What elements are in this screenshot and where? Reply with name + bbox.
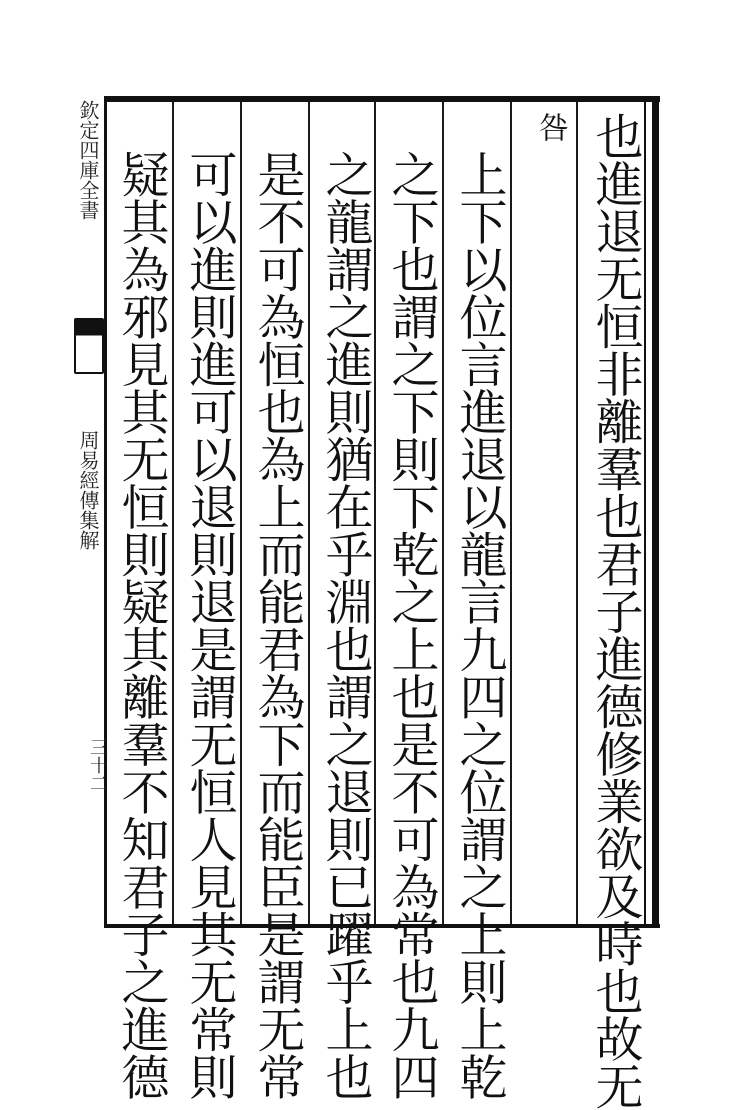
column-rule — [576, 102, 578, 924]
page-number: 三十二 — [87, 738, 108, 792]
column-rule — [240, 102, 242, 924]
column-rule — [308, 102, 310, 924]
column-rule — [172, 102, 174, 924]
text-column-6: 是不可為恒也為上而能君為下而能臣是謂无常 — [249, 150, 305, 1100]
frame-right-border — [652, 96, 659, 928]
text-column-3: 上下以位言進退以龍言九四之位謂之上則上乾 — [451, 150, 507, 1100]
frame-left-border — [104, 96, 107, 928]
text-column-4: 之下也謂之下則下乾之上也是不可為常也九四 — [383, 150, 439, 1100]
text-column-2: 咎 — [533, 112, 568, 142]
margin-book-title: 欽定四庫全書 — [76, 100, 100, 220]
column-rule — [510, 102, 512, 924]
text-column-8: 疑其為邪見其无恒則疑其離羣不知君子之進德 — [113, 150, 169, 1100]
column-rule — [442, 102, 444, 924]
text-column-1: 也進退无恒非離羣也君子進德修業欲及時也故无 — [587, 112, 643, 1110]
margin-section-title: 周易經傳集解 — [76, 430, 100, 550]
fish-tail-mark — [74, 318, 104, 374]
text-column-7: 可以進則進可以退則退是謂无恒人見其无常則 — [181, 150, 237, 1100]
text-column-5: 之龍謂之進則猶在乎淵也謂之退則已躍乎上也 — [317, 150, 373, 1100]
